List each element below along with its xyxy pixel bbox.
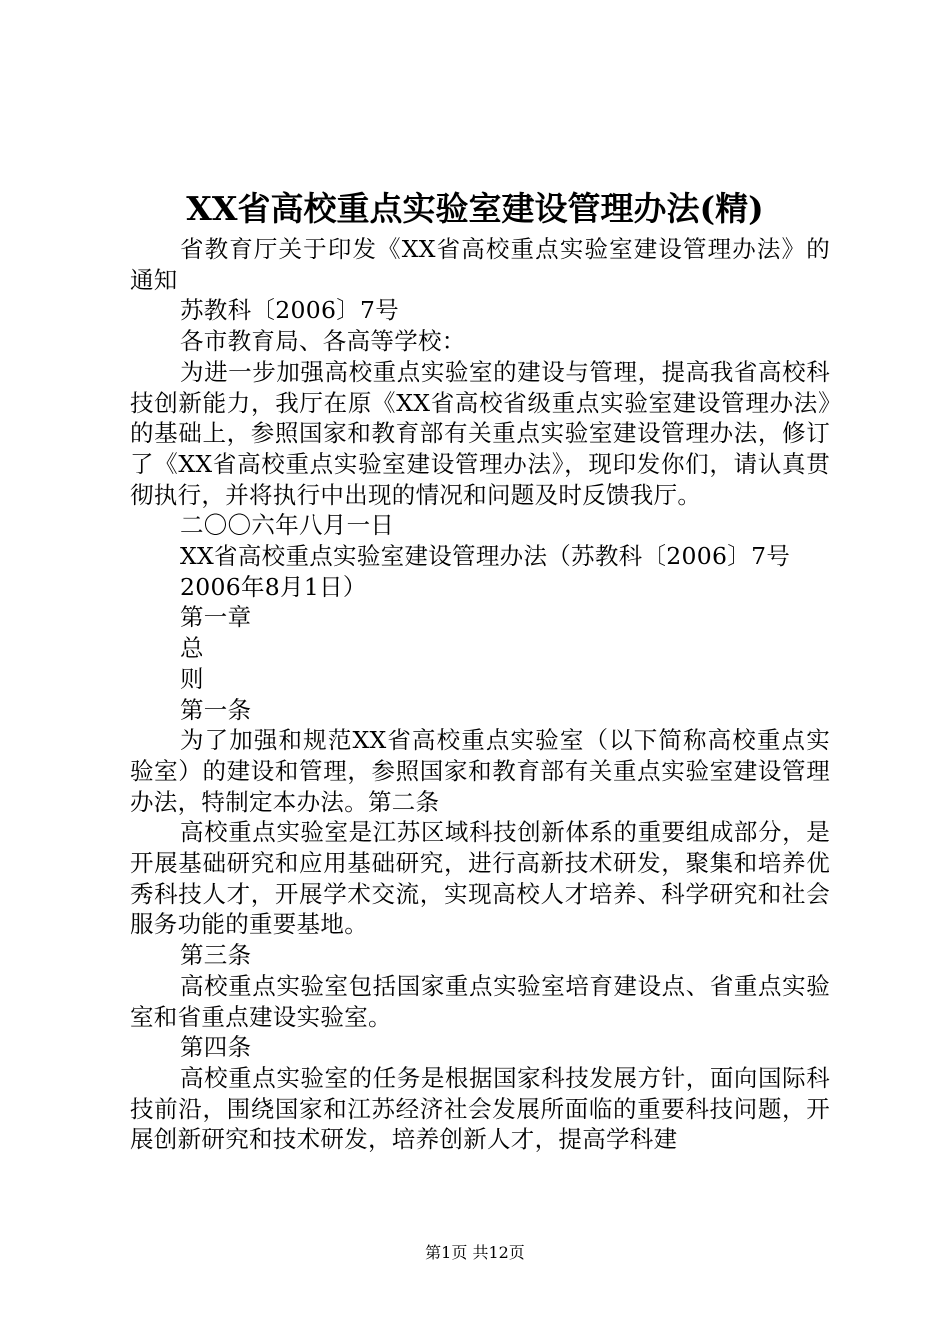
page-footer: 第1页 共12页 — [425, 1243, 525, 1262]
paragraph: 高校重点实验室包括国家重点实验室培育建设点、省重点实验室和省重点建设实验室。 — [130, 971, 830, 1031]
article-heading: 第一条 — [180, 695, 252, 724]
article-heading: 第三条 — [180, 941, 252, 970]
article-heading: 第四条 — [180, 1033, 252, 1062]
document-title: XX省高校重点实验室建设管理办法(精) — [186, 189, 764, 228]
paragraph: 为了加强和规范XX省高校重点实验室（以下简称高校重点实验室）的建设和管理，参照国家和教育部有关重点实验室建设管理办法，特制定本办法。第二条 — [130, 726, 830, 816]
paragraph: 各市教育局、各高等学校： — [180, 327, 466, 356]
paragraph: 高校重点实验室是江苏区域科技创新体系的重要组成部分，是开展基础研究和应用基础研究，进行高新技术研发，聚集和培养优秀科技人才，开展学术交流，实现高校人才培养、科学研究和社会服务功能的重要基地。 — [130, 818, 830, 939]
chapter-heading: 第一章 — [180, 603, 252, 632]
paragraph: 2006年8月1日） — [180, 572, 367, 601]
chapter-heading: 总 — [180, 634, 204, 663]
paragraph: 省教育厅关于印发《XX省高校重点实验室建设管理办法》的通知 — [130, 235, 830, 294]
paragraph: XX省高校重点实验室建设管理办法（苏教科〔2006〕7号 — [180, 542, 791, 571]
document-body — [130, 234, 830, 1155]
paragraph: 苏教科〔2006〕7号 — [180, 296, 400, 325]
paragraph: 二〇〇六年八月一日 — [180, 511, 395, 540]
paragraph: 高校重点实验室的任务是根据国家科技发展方针，面向国际科技前沿，围绕国家和江苏经济社会发展所面临的重要科技问题，开展创新研究和技术研发，培养创新人才，提高学科建 — [130, 1063, 830, 1154]
chapter-heading: 则 — [180, 664, 204, 693]
paragraph: 为进一步加强高校重点实验室的建设与管理，提高我省高校科技创新能力，我厅在原《XX省高校省级重点实验室建设管理办法》的基础上，参照国家和教育部有关重点实验室建设管理办法，修订了《XX省高校重点实验室建设管理办法》，现印发你们，请认真贯彻执行，并将执行中出现的情况和问题及时反馈我厅。 — [130, 357, 830, 509]
